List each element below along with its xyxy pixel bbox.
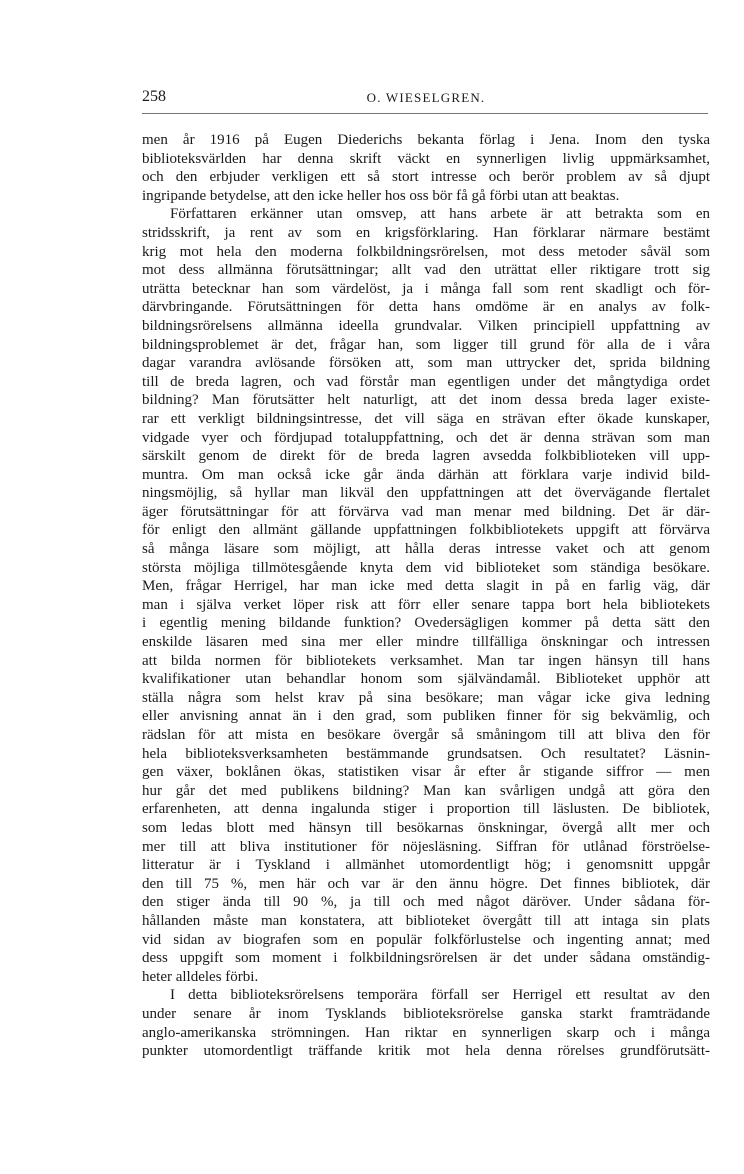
text-line: rar ett verkligt bildningsintresse, det vill säga en strävan efter ökade kunskaper, (142, 410, 710, 427)
text-line: stridsskrift, ja rent av som en krigsförklaring. Han förklarar närmare bestämt (142, 224, 710, 241)
text-line: mot dess allmänna förutsättningar; allt vad den uträttat eller riktigare trott sig (142, 262, 710, 279)
text-line: största möjliga tillmötesgående knyta dem vid biblioteket som ständiga besökare. (142, 559, 710, 576)
text-line: muntra. Om man också icke går ända därhän att förklara varje individ bild- (142, 466, 710, 483)
text-line: Författaren erkänner utan omsvep, att hans arbete är att betrakta som en (170, 206, 710, 223)
text-line: biblioteksvärlden har denna skrift väckt en synnerligen livlig uppmärksamhet, (142, 150, 710, 167)
text-line: krig mot hela den moderna folkbildningsrörelsen, mot dess metoder såväl som (142, 243, 710, 260)
text-line: särskilt genom de direkt för de breda lagren avsedda folkbiblioteken vill upp- (142, 448, 710, 465)
text-line: anglo-amerikanska strömningen. Han riktar en synnerligen skarp och i många (142, 1024, 710, 1041)
text-line: hållanden måste man konstatera, att biblioteket övergått till att intaga sin plats (142, 912, 710, 929)
body-text (142, 131, 710, 1061)
text-line: för enligt den allmänt gällande uppfattningen folkbibliotekets uppgift att förvärva (142, 522, 710, 539)
text-line: äger förutsättningar för att förvärva vad man menar med bildning. Det är där- (142, 503, 710, 520)
text-line: enskilde läsaren med sina mer eller mindre tillfälliga önskningar och intressen (142, 634, 710, 651)
text-line: ingripande betydelse, att den icke heller hos oss bör få gå förbi utan att beaktas. (142, 187, 620, 204)
page-number: 258 (142, 88, 166, 105)
header-rule (142, 113, 708, 114)
running-head: O. WIESELGREN. (366, 90, 486, 105)
text-line: gen växer, boklånen ökas, statistiken visar år efter år stigande siffror — men (142, 764, 710, 781)
text-line: och den erbjuder verkligen ett så stort intresse och berör problem av så djupt (142, 169, 710, 186)
text-line: den stiger ända till 90 %, ja till och med något däröver. Under sådana för- (142, 894, 710, 911)
text-line: mer till att bliva institutioner för nöjesläsning. Siffran för utlånad förströelse- (142, 838, 710, 855)
text-line: hela biblioteksverksamheten bestämmande grundsatsen. Och resultatet? Läsnin- (142, 745, 710, 762)
text-line: bildningsrörelsens allmänna ideella grundvalar. Vilken principiell uppfattning av (142, 317, 710, 334)
text-line: rädslan för att mista en besökare övergår så småningom till att bliva den för (142, 727, 710, 743)
text-line: men år 1916 på Eugen Diederichs bekanta förlag i Jena. Inom den tyska (142, 132, 710, 148)
text-line: till de breda lagren, och vad förstår man egentligen under det mångtydiga ordet (142, 373, 710, 390)
text-line: hur går det med publikens bildning? Man kan svårligen undgå att göra den (142, 782, 710, 799)
text-line: den till 75 %, men här och var är den ännu högre. Det finnes bibliotek, där (142, 875, 710, 892)
text-line: man i själva verket löper risk att förr eller senare tappa bort hela bibliotekets (142, 596, 710, 613)
text-line: heter alldeles förbi. (142, 968, 259, 985)
text-line: dess uppgift som moment i folkbildningsrörelsen är det under sådana omständig- (142, 950, 710, 967)
text-line: uträtta betecknar han som värdelöst, ja i många fall som rent skadligt och för- (142, 280, 710, 297)
text-line: under senare år inom Tysklands biblioteksrörelse ganska starkt framträdande (142, 1005, 710, 1022)
text-line: dagar varandra avlösande försöken att, som man uttrycker det, sprida bildning (142, 355, 710, 372)
text-line: vid sidan av biografen som en populär folkförlustelse och ingenting annat; med (142, 931, 710, 948)
text-line: vidgade vyer och fördjupad totaluppfattning, och det är denna strävan som man (142, 429, 710, 446)
paragraph (142, 205, 710, 986)
text-line: ställa några som helst krav på sina besökare; man vågar icke giva ledning (142, 689, 710, 706)
text-line: bildningsproblemet är det, frågar han, som ligger till grund för alla de i våra (142, 336, 710, 353)
text-line: därvbringande. Förutsättningen för detta hans omdöme är en analys av folk- (142, 299, 710, 316)
text-line: som ledas blott med hänsyn till besökarnas önskningar, övergå allt mer och (142, 819, 710, 836)
text-line: I detta biblioteksrörelsens temporära förfall ser Herrigel ett resultat av den (170, 987, 710, 1004)
text-line: ningsmöjlig, så hyllar man likväl den uppfattningen att det övervägande flertalet (142, 485, 710, 502)
text-line: i egentlig mening bildande funktion? Ovedersägligen kommer på detta sätt den (142, 615, 710, 632)
text-line: så många läsare som möjligt, att hålla deras intresse vaket och att genom (142, 541, 710, 558)
text-line: Men, frågar Herrigel, har man icke med detta slagit in på en farlig väg, där (142, 578, 710, 595)
text-line: erfarenheten, att denna ingalunda stiger i proportion till läslusten. De bibliotek, (142, 801, 710, 818)
page-header (142, 88, 710, 110)
text-line: att bilda normen för bibliotekets verksamhet. Man tar ingen hänsyn till hans (142, 652, 710, 669)
paragraph (142, 131, 710, 205)
paragraph (142, 986, 710, 1060)
text-line: eller anvisning annat än i den grad, som publiken finner för sig bekvämlig, och (142, 708, 710, 725)
text-line: bildning? Man förutsätter helt naturligt, att det inom dessa breda lager existe- (142, 392, 710, 409)
text-line: kvalifikationer utan behandlar honom som självändamål. Biblioteket upphör att (142, 671, 710, 688)
text-line: litteratur är i Tyskland i allmänhet utomordentligt hög; i genomsnitt uppgår (142, 857, 710, 874)
text-line: punkter utomordentligt träffande kritik mot hela denna rörelses grundförutsätt- (142, 1043, 710, 1060)
